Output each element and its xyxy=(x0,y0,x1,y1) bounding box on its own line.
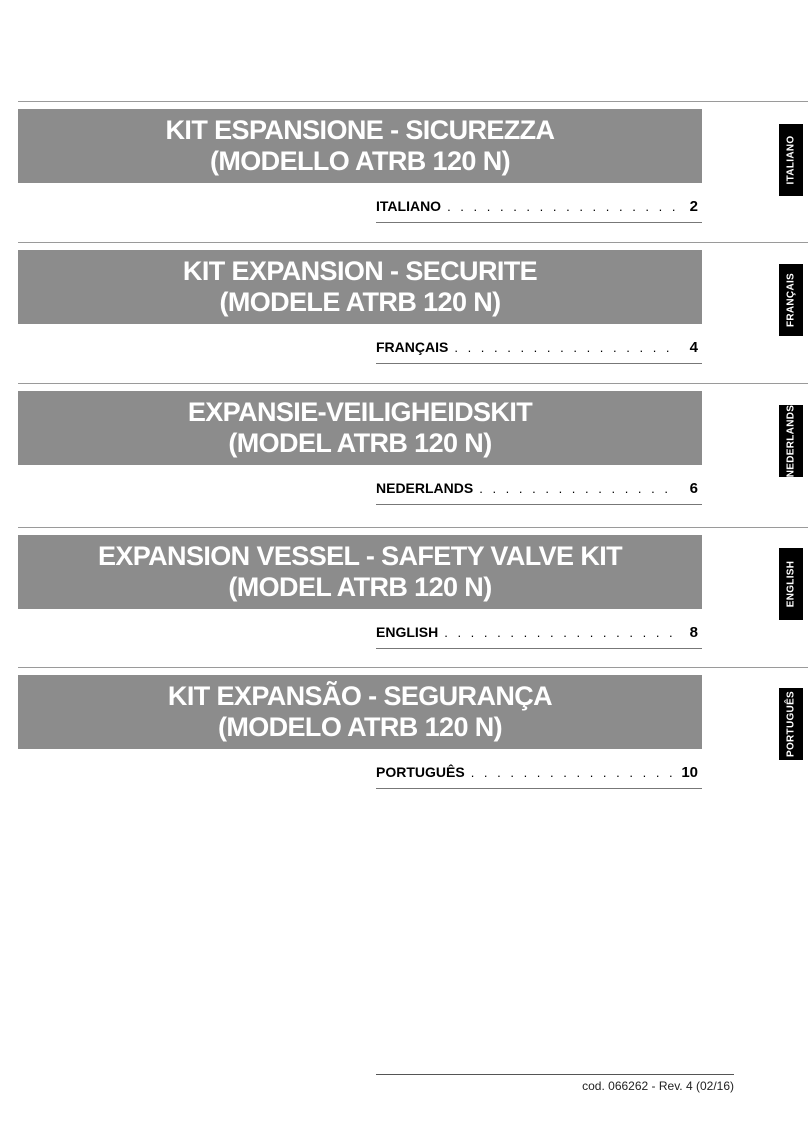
toc-leader-dots xyxy=(454,340,676,355)
toc-label: FRANÇAIS xyxy=(376,339,449,355)
title-line-1: EXPANSIE-VEILIGHEIDSKIT xyxy=(187,397,533,427)
toc-underline xyxy=(376,504,702,505)
tab-label: FRANÇAIS xyxy=(785,272,797,328)
section-english xyxy=(0,527,808,667)
language-tab-english[interactable] xyxy=(779,548,803,620)
toc-page-number: 10 xyxy=(681,763,698,781)
title-banner xyxy=(18,535,702,609)
language-tab-francais[interactable] xyxy=(779,264,803,336)
title-line-1: EXPANSION VESSEL - SAFETY VALVE KIT xyxy=(97,541,623,571)
toc-underline xyxy=(376,222,702,223)
title-banner xyxy=(18,675,702,749)
toc-label: ITALIANO xyxy=(376,198,442,214)
section-italiano xyxy=(0,101,808,241)
tab-label: NEDERLANDS xyxy=(785,404,797,478)
toc-underline xyxy=(376,648,702,649)
title-line-2: (MODELLO ATRB 120 N) xyxy=(209,146,510,176)
title-line-2: (MODELO ATRB 120 N) xyxy=(217,712,503,742)
toc-label: ENGLISH xyxy=(376,624,439,640)
tab-label: ITALIANO xyxy=(785,135,797,185)
section-divider xyxy=(18,383,808,384)
title-line-2: (MODEL ATRB 120 N) xyxy=(228,572,492,602)
language-tab-italiano[interactable] xyxy=(779,124,803,196)
section-divider xyxy=(18,667,808,668)
toc-page-number: 4 xyxy=(689,338,698,356)
toc-entry-english[interactable] xyxy=(376,620,698,644)
section-divider xyxy=(18,242,808,243)
section-francais xyxy=(0,242,808,382)
toc-page-number: 6 xyxy=(689,479,698,497)
toc-leader-dots xyxy=(444,625,676,640)
toc-entry-nederlands[interactable] xyxy=(376,476,698,500)
tab-label: ENGLISH xyxy=(785,560,797,608)
title-line-1: KIT ESPANSIONE - SICUREZZA xyxy=(165,115,555,145)
document-code: cod. 066262 - Rev. 4 (02/16) xyxy=(582,1079,734,1093)
toc-page-number: 8 xyxy=(689,623,698,641)
toc-entry-francais[interactable] xyxy=(376,335,698,359)
language-tab-portugues[interactable] xyxy=(779,688,803,760)
toc-underline xyxy=(376,788,702,789)
section-divider xyxy=(18,527,808,528)
toc-underline xyxy=(376,363,702,364)
toc-page-number: 2 xyxy=(689,197,698,215)
toc-entry-italiano[interactable] xyxy=(376,194,698,218)
toc-label: PORTUGUÊS xyxy=(376,764,465,780)
title-line-1: KIT EXPANSION - SECURITE xyxy=(182,256,538,286)
section-divider xyxy=(18,101,808,102)
toc-leader-dots xyxy=(479,481,676,496)
title-banner xyxy=(18,250,702,324)
toc-leader-dots xyxy=(471,765,676,780)
language-tab-nederlands[interactable] xyxy=(779,405,803,477)
title-banner xyxy=(18,109,702,183)
title-line-1: KIT EXPANSÃO - SEGURANÇA xyxy=(167,681,553,711)
title-banner xyxy=(18,391,702,465)
toc-entry-portugues[interactable] xyxy=(376,760,698,784)
footer-divider xyxy=(376,1074,734,1075)
section-portugues xyxy=(0,667,808,807)
title-line-2: (MODELE ATRB 120 N) xyxy=(219,287,501,317)
title-line-2: (MODEL ATRB 120 N) xyxy=(228,428,492,458)
tab-label: PORTUGUÊS xyxy=(785,690,797,758)
section-nederlands xyxy=(0,383,808,523)
toc-leader-dots xyxy=(447,199,676,214)
toc-label: NEDERLANDS xyxy=(376,480,474,496)
